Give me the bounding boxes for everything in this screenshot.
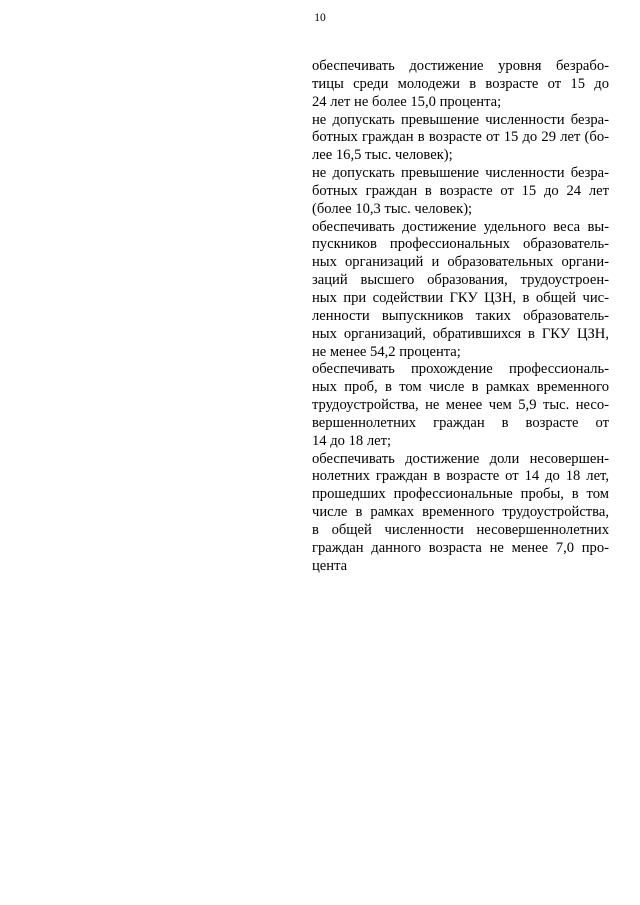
text-line: ных при содействии ГКУ ЦЗН, в общей чис- (312, 289, 609, 306)
page-number: 10 (314, 12, 326, 24)
text-line: обеспечивать достижение доли несовершен- (312, 450, 609, 467)
text-line: прошедших профессиональные пробы, в том (312, 486, 609, 503)
text-line: не допускать превышение численности безра- (312, 165, 609, 182)
text-line: трудоустройства, не менее чем 5,9 тыс. несо- (312, 397, 609, 414)
paragraph-unemployed-15-24 (312, 165, 609, 219)
text-line: ботных граждан в возрасте от 15 до 24 лет (312, 182, 609, 199)
text-line: цента (312, 557, 348, 574)
text-line: 24 лет не более 15,0 процента; (312, 93, 502, 110)
text-line: обеспечивать достижение удельного веса вы- (312, 218, 609, 235)
text-line: не допускать превышение численности безра- (312, 111, 609, 128)
text-line: в общей численности несовершеннолетних (312, 521, 609, 538)
text-line: обеспечивать достижение уровня безрабо- (312, 58, 609, 74)
text-line: тицы среди молодежи в возрасте от 15 до (312, 75, 609, 92)
text-line: нолетних граждан в возрасте от 14 до 18 лет, (312, 468, 609, 485)
text-line: числе в рамках временного трудоустройства, (312, 504, 609, 521)
paragraph-unemployed-15-29 (312, 112, 609, 166)
text-line: заций высшего образования, трудоустроен- (312, 272, 609, 289)
text-line: (более 10,3 тыс. человек); (312, 200, 473, 217)
text-line: лее 16,5 тыс. человек); (312, 147, 453, 164)
text-line: 14 до 18 лет; (312, 432, 392, 449)
text-line: ных проб, в том числе в рамках временного (312, 379, 609, 396)
document-body (312, 58, 609, 575)
text-line: ботных граждан в возрасте от 15 до 29 лет (бо- (312, 129, 609, 146)
text-line: не менее 54,2 процента; (312, 343, 461, 360)
paragraph-unemployment-rate (312, 58, 609, 112)
text-line: ных организаций и образовательных органи- (312, 254, 609, 271)
paragraph-professional-trials (312, 361, 609, 450)
text-line: пускников профессиональных образователь- (312, 236, 609, 253)
text-line: ленности выпускников таких образователь- (312, 307, 609, 324)
text-line: граждан данного возраста не менее 7,0 про- (312, 539, 609, 556)
paragraph-minors-share (312, 451, 609, 576)
text-line: вершеннолетних граждан в возрасте от (312, 414, 609, 431)
paragraph-graduates-employment (312, 219, 609, 362)
text-line: обеспечивать прохождение профессиональ- (312, 361, 609, 378)
text-line: ных организаций, обратившихся в ГКУ ЦЗН, (312, 325, 609, 342)
